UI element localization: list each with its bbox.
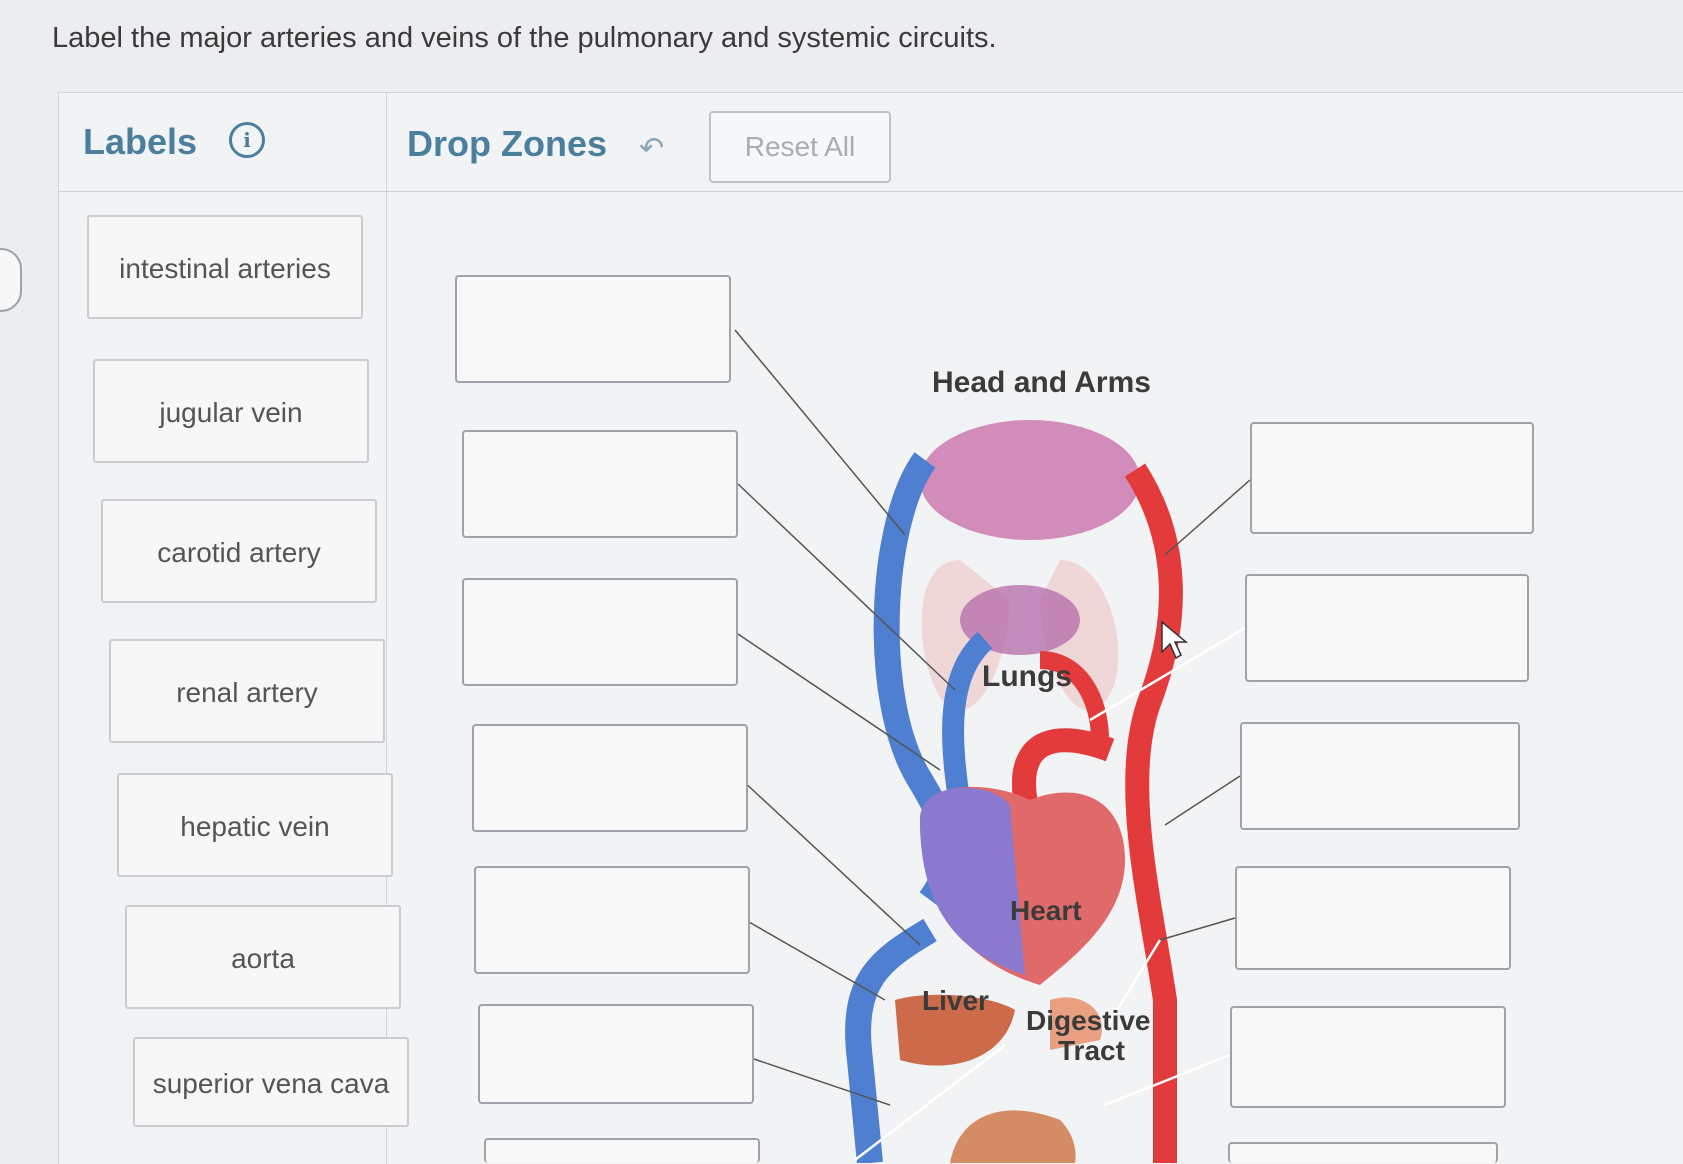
heart-right-side xyxy=(920,788,1025,975)
label-intestinal-arteries[interactable]: intestinal arteries xyxy=(87,215,363,319)
artery-vessel xyxy=(1135,470,1171,1163)
drop-zone-left-4[interactable] xyxy=(472,724,748,832)
label-jugular-vein[interactable]: jugular vein xyxy=(93,359,369,463)
digestive-tract-label-line2: Tract xyxy=(1058,1035,1125,1066)
label-aorta[interactable]: aorta xyxy=(125,905,401,1009)
drop-zone-right-6[interactable] xyxy=(1228,1142,1498,1163)
drop-zone-left-1[interactable] xyxy=(455,275,731,383)
drop-zone-right-1[interactable] xyxy=(1250,422,1534,534)
leader-line xyxy=(1165,480,1250,555)
labels-heading: Labels xyxy=(83,121,198,162)
leader-line xyxy=(1160,918,1235,940)
leader-line xyxy=(742,918,885,1000)
kidney-shape xyxy=(950,1110,1076,1163)
leader-line xyxy=(738,484,955,690)
drop-zone-left-5[interactable] xyxy=(474,866,750,974)
drop-zone-left-3[interactable] xyxy=(462,578,738,686)
head-capillary-bed xyxy=(920,420,1140,540)
leader-line xyxy=(735,632,940,770)
drop-zone-right-2[interactable] xyxy=(1245,574,1529,682)
liver-label: Liver xyxy=(922,985,989,1016)
head-and-arms-label: Head and Arms xyxy=(932,366,1151,399)
drop-zone-left-2[interactable] xyxy=(462,430,738,538)
label-hepatic-vein[interactable]: hepatic vein xyxy=(117,773,393,877)
label-renal-artery[interactable]: renal artery xyxy=(109,639,385,743)
drop-zone-right-4[interactable] xyxy=(1235,866,1511,970)
drop-zone-right-5[interactable] xyxy=(1230,1006,1506,1108)
drop-zone-left-7[interactable] xyxy=(484,1138,760,1163)
leader-line xyxy=(742,780,920,945)
drop-zone-right-3[interactable] xyxy=(1240,722,1520,830)
leader-line xyxy=(735,330,905,535)
heart-label: Heart xyxy=(1010,895,1082,926)
leader-line xyxy=(1165,776,1240,825)
lungs-label: Lungs xyxy=(982,660,1072,693)
info-icon[interactable]: i xyxy=(229,122,265,158)
digestive-tract-label-line1: Digestive xyxy=(1026,1005,1151,1036)
label-carotid-artery[interactable]: carotid artery xyxy=(101,499,377,603)
instruction-text: Label the major arteries and veins of the pulmonary and systemic circuits. xyxy=(52,22,997,54)
drop-zone-left-6[interactable] xyxy=(478,1004,754,1104)
drop-zones-heading: Drop Zones xyxy=(407,123,608,164)
undo-arrow-icon[interactable]: ↶ xyxy=(639,132,665,165)
reset-all-button[interactable]: Reset All xyxy=(709,111,891,183)
label-superior-vena-cava[interactable]: superior vena cava xyxy=(133,1037,409,1127)
